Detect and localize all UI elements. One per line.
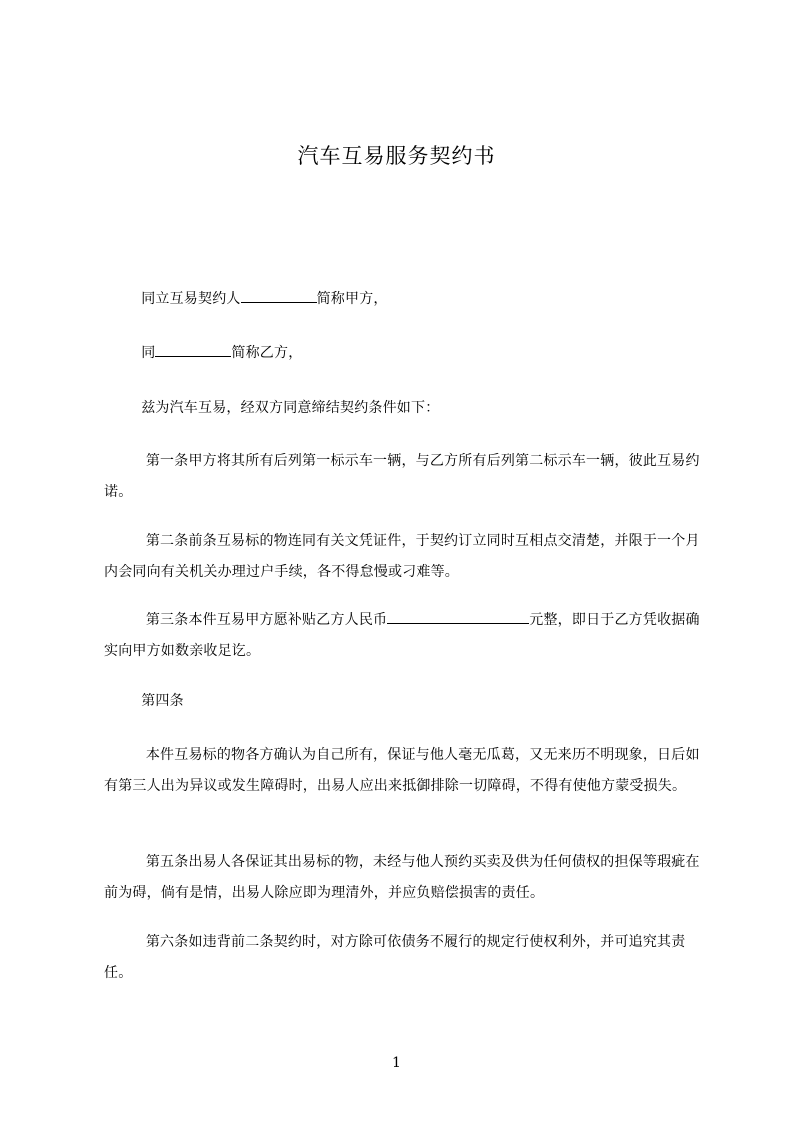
paragraph-article-5: 第五条出易人各保证其出易标的物，未经与他人预约买卖及供为任何债权的担保等瑕疵在前为碍，倘有是情，出易人除应即为理清外，并应负赔偿损害的责任。 — [104, 854, 700, 901]
party-b-suffix: 简称乙方， — [231, 345, 303, 361]
document-title: 汽车互易服务契约书 — [297, 144, 496, 168]
party-a-blank-line — [241, 288, 317, 303]
article-3-prefix: 第三条本件互易甲方愿补贴乙方人民币 — [104, 612, 388, 628]
paragraph-article-1: 第一条甲方将其所有后列第一标示车一辆，与乙方所有后列第二标示车一辆，彼此互易约诺。 — [104, 453, 700, 500]
page-number: 1 — [392, 1055, 401, 1071]
party-a-prefix: 同立互易契约人 — [104, 291, 241, 307]
party-b-prefix: 同 — [104, 345, 156, 361]
paragraph-article-6: 第六条如违背前二条契约时，对方除可依债务不履行的规定行使权利外，并可追究其责任。 — [104, 934, 686, 981]
party-a-suffix: 简称甲方， — [316, 291, 388, 307]
party-b-blank-line — [155, 342, 231, 357]
paragraph-article-3 — [104, 605, 708, 667]
paragraph-article-4-heading: 第四条 — [104, 693, 184, 709]
paragraph-article-2: 第二条前条互易标的物连同有关文凭证件，于契约订立同时互相点交清楚，并限于一个月内会同向有关机关办理过户手续，各不得怠慢或刁难等。 — [104, 533, 700, 580]
article-3-suffix: 元整，即日于乙方凭收据确实向甲方如数亲收足讫。 — [104, 612, 700, 659]
paragraph-preamble: 兹为汽车互易，经双方同意缔结契约条件如下： — [104, 400, 440, 416]
paragraph-party-a — [104, 284, 708, 315]
paragraph-party-b — [104, 338, 708, 369]
paragraph-article-4-body: 本件互易标的物各方确认为自己所有，保证与他人毫无瓜葛，又无来历不明现象，日后如有第三人出为异议或发生障碍时，出易人应出来抵御排除一切障碍，不得有使他方蒙受损失。 — [104, 747, 700, 794]
amount-blank-line — [387, 609, 529, 624]
